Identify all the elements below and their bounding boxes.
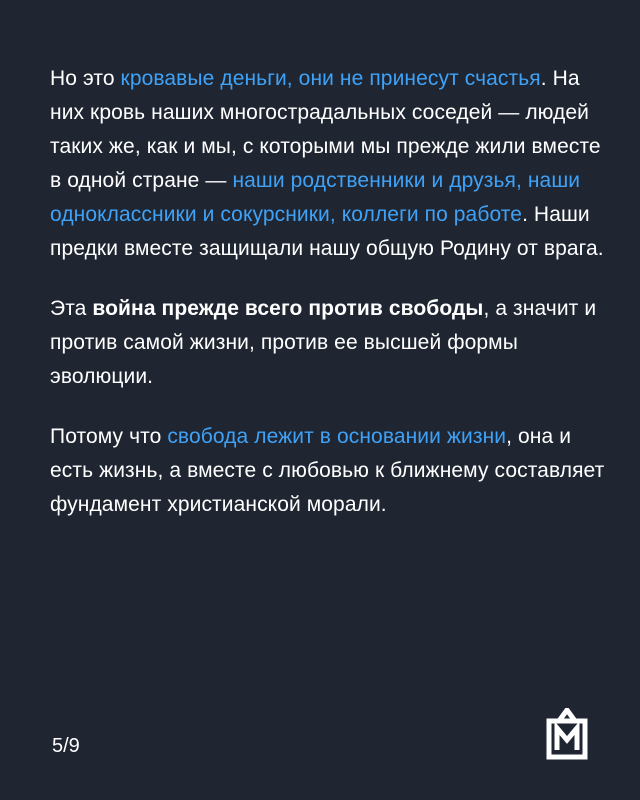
- text-segment: . На них кровь наших многострадальных соседей — людей таких же, как и мы, с которыми мы прежде жили вместе в одной стране —: [50, 67, 601, 192]
- bold-segment: война прежде всего против свободы: [92, 297, 484, 320]
- text-segment: Эта: [50, 297, 93, 320]
- highlight-segment: свобода лежит в основании жизни: [167, 425, 507, 448]
- page-indicator: 5/9: [52, 735, 80, 757]
- text-segment: , она и есть жизнь, а вместе с любовью к ближнему составляет фундамент христианской морали.: [50, 425, 605, 516]
- paragraph-2: [50, 292, 610, 394]
- m-logo-icon: [546, 708, 588, 760]
- article-body: [50, 62, 610, 548]
- text-segment: , а значит и против самой жизни, против ее высшей формы эволюции.: [50, 297, 597, 388]
- highlight-segment: кровавые деньги, они не принесут счастья: [120, 67, 541, 90]
- text-segment: Но это: [50, 67, 121, 90]
- text-segment: Потому что: [50, 425, 168, 448]
- paragraph-3: [50, 420, 610, 522]
- text-segment: . Наши предки вместе защищали нашу общую Родину от врага.: [50, 203, 604, 260]
- highlight-segment: наши родственники и друзья, наши одноклассники и сокурсники, коллеги по работе: [50, 169, 581, 226]
- paragraph-1: [50, 62, 610, 266]
